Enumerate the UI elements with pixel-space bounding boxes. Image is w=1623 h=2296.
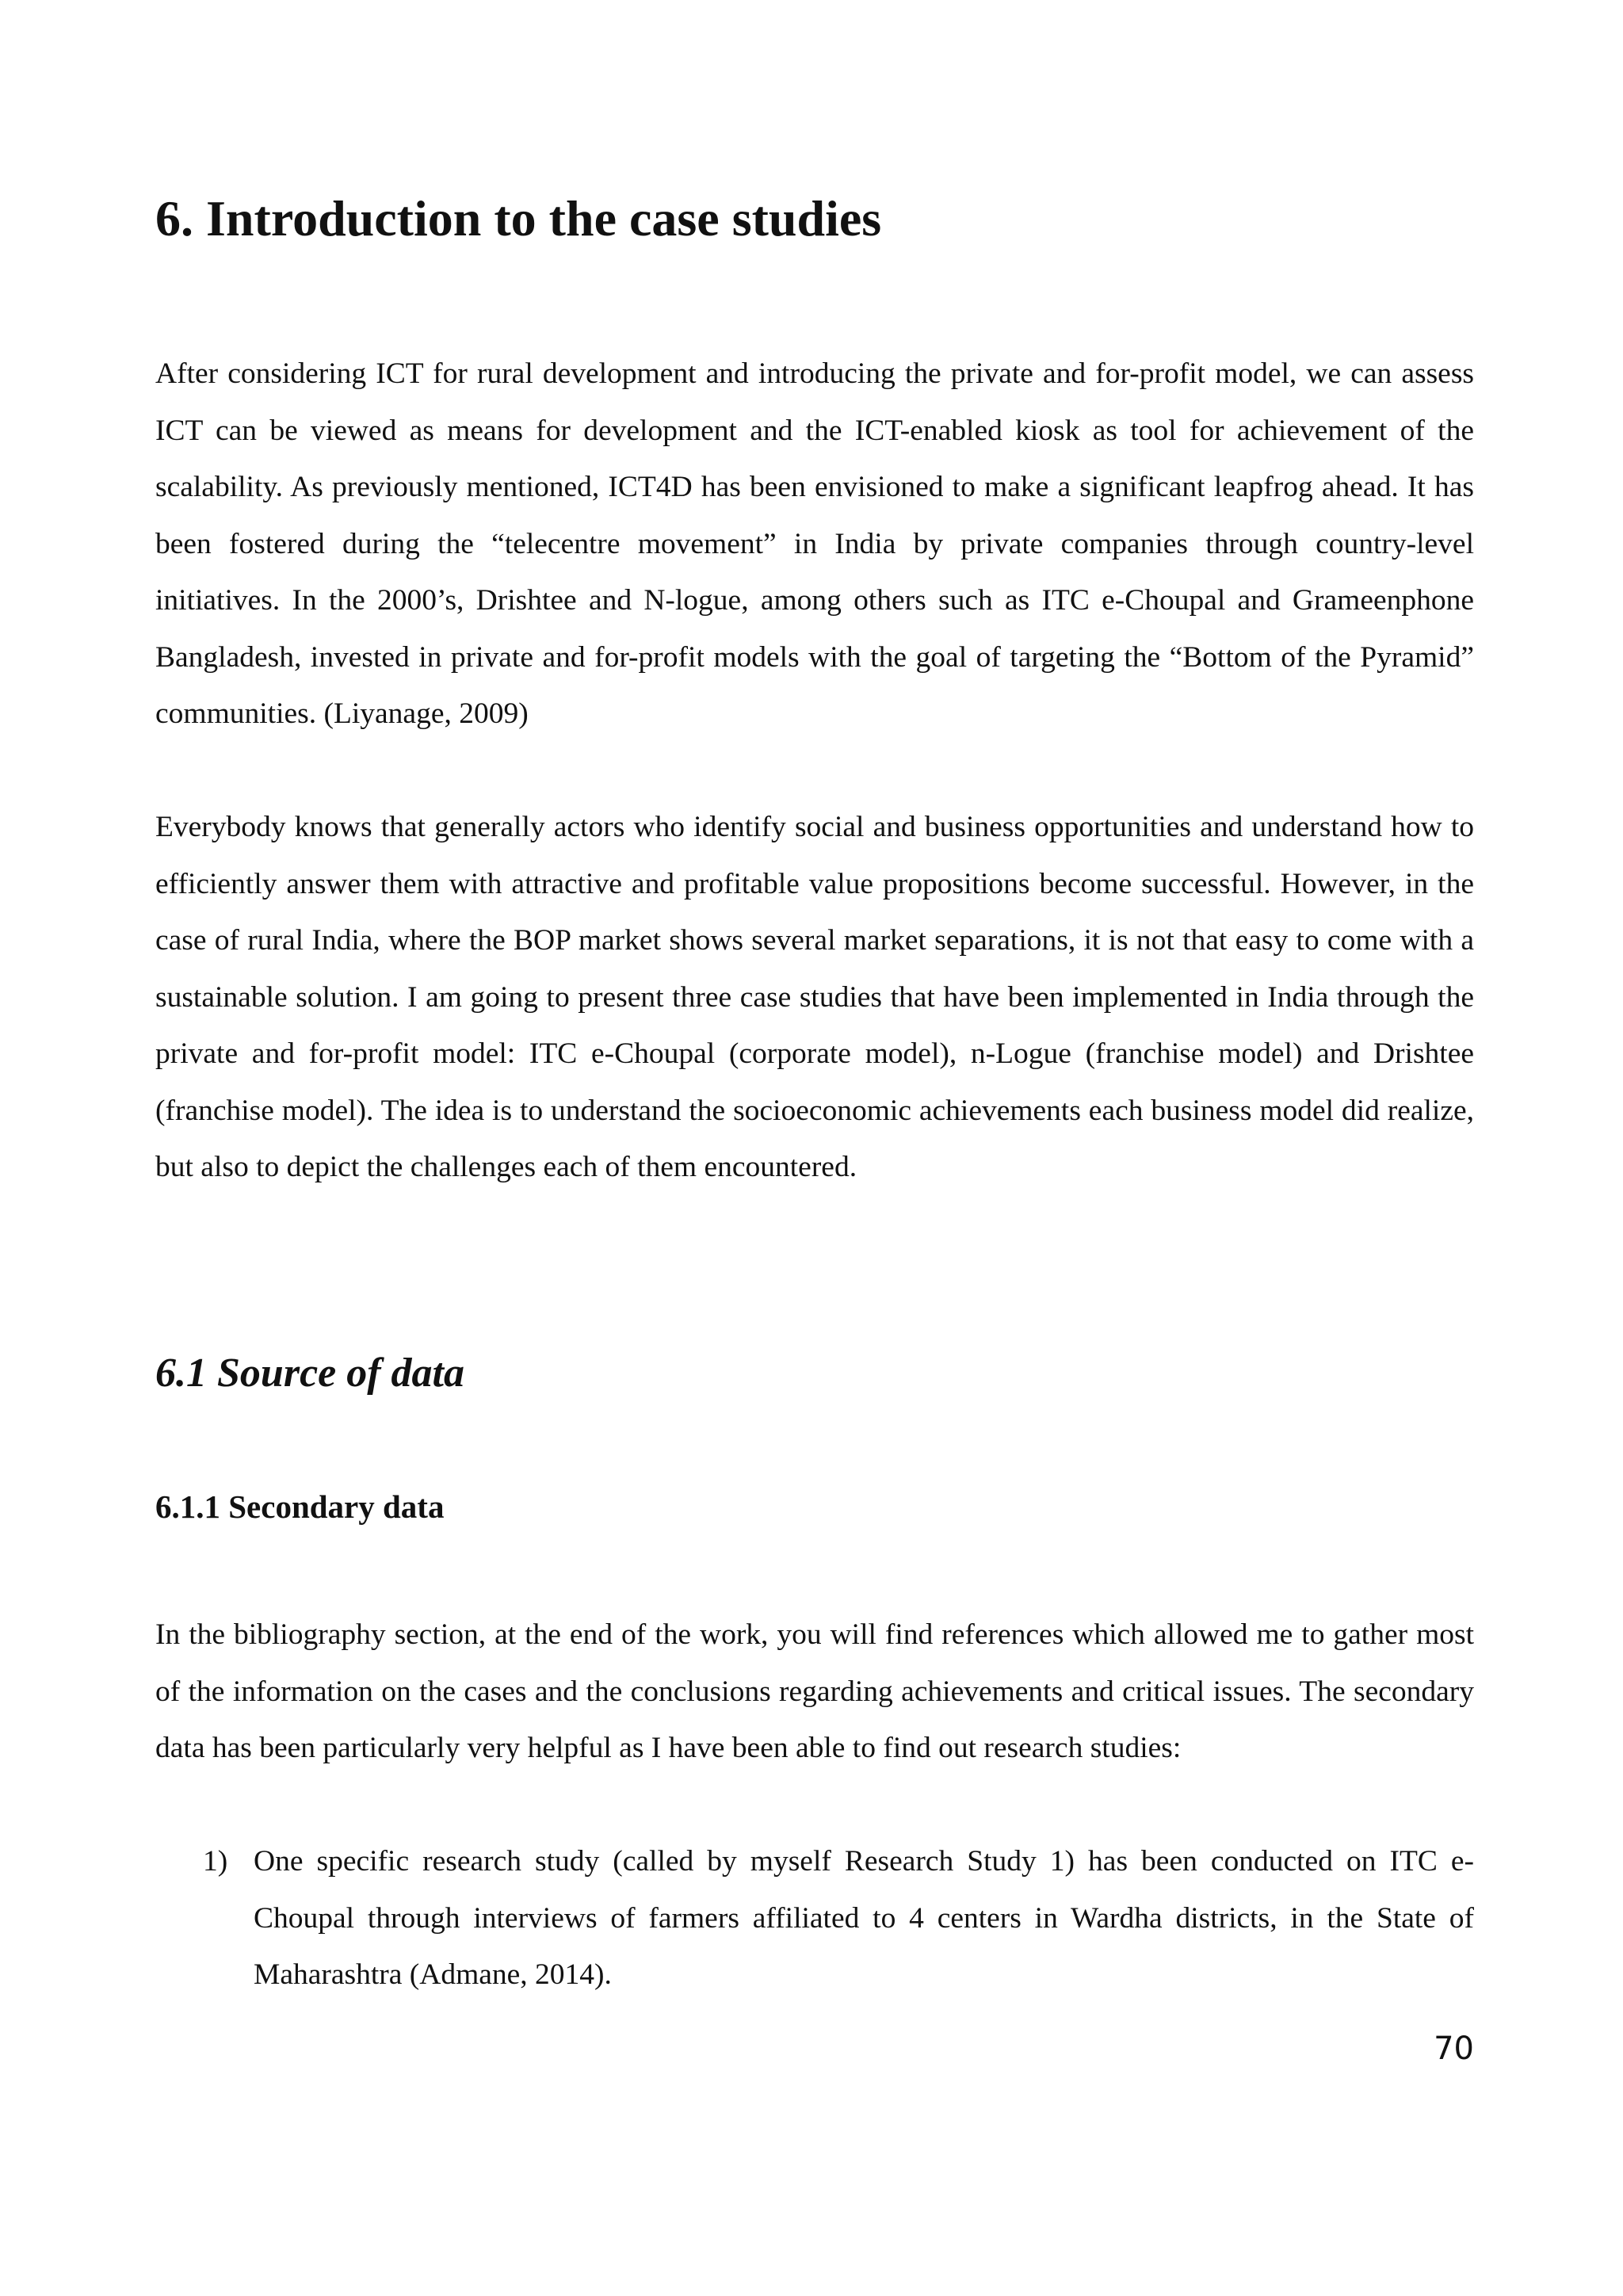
list-item-marker: 1) — [203, 1845, 228, 1878]
research-study-list — [155, 1833, 1474, 2004]
page-number: 70 — [1434, 2030, 1474, 2067]
subsection-title: 6.1.1 Secondary data — [155, 1488, 445, 1525]
document-page — [155, 0, 1474, 2296]
list-item-text: One specific research study (called by myself Research Study 1) has been conducted on ITC e-Choupal through interviews of farmers affiliated to 4 centers in Wardha districts, in the State of Maharashtra (Admane, 2014). — [254, 1845, 1474, 1991]
intro-paragraph-2: Everybody knows that generally actors who identify social and business opportunities and understand how to efficiently answer them with attractive and profitable value propositions become successful. However, in the case of rural India, where the BOP market shows several market separations, it is not that easy to come with a sustainable solution. I am going to present three case studies that have been implemented in India through the private and for-profit model: ITC e-Choupal (corporate model), n-Logue (franchise model) and Drishtee (franchise model). The idea is to understand the socioeconomic achievements each business model did realize, but also to depict the challenges each of them encountered. — [155, 811, 1474, 1183]
secondary-data-paragraph: In the bibliography section, at the end of the work, you will find references which allowed me to gather most of the information on the cases and the conclusions regarding achievements and critical issues. The secondary data has been particularly very helpful as I have been able to find out research studies: — [155, 1618, 1474, 1764]
list-item — [155, 1833, 1474, 2004]
chapter-title: 6. Introduction to the case studies — [155, 190, 882, 246]
section-title: 6.1 Source of data — [155, 1350, 464, 1396]
intro-paragraph-1: After considering ICT for rural development and introducing the private and for-profit model, we can assess ICT can be viewed as means for development and the ICT-enabled kiosk as tool for achievement of the scalability. As previously mentioned, ICT4D has been envisioned to make a significant leapfrog ahead. It has been fostered during the “telecentre movement” in India by private companies through country-level initiatives. In the 2000’s, Drishtee and N-logue, among others such as ITC e-Choupal and Grameenphone Bangladesh, invested in private and for-profit models with the goal of targeting the “Bottom of the Pyramid” communities. (Liyanage, 2009) — [155, 357, 1474, 730]
